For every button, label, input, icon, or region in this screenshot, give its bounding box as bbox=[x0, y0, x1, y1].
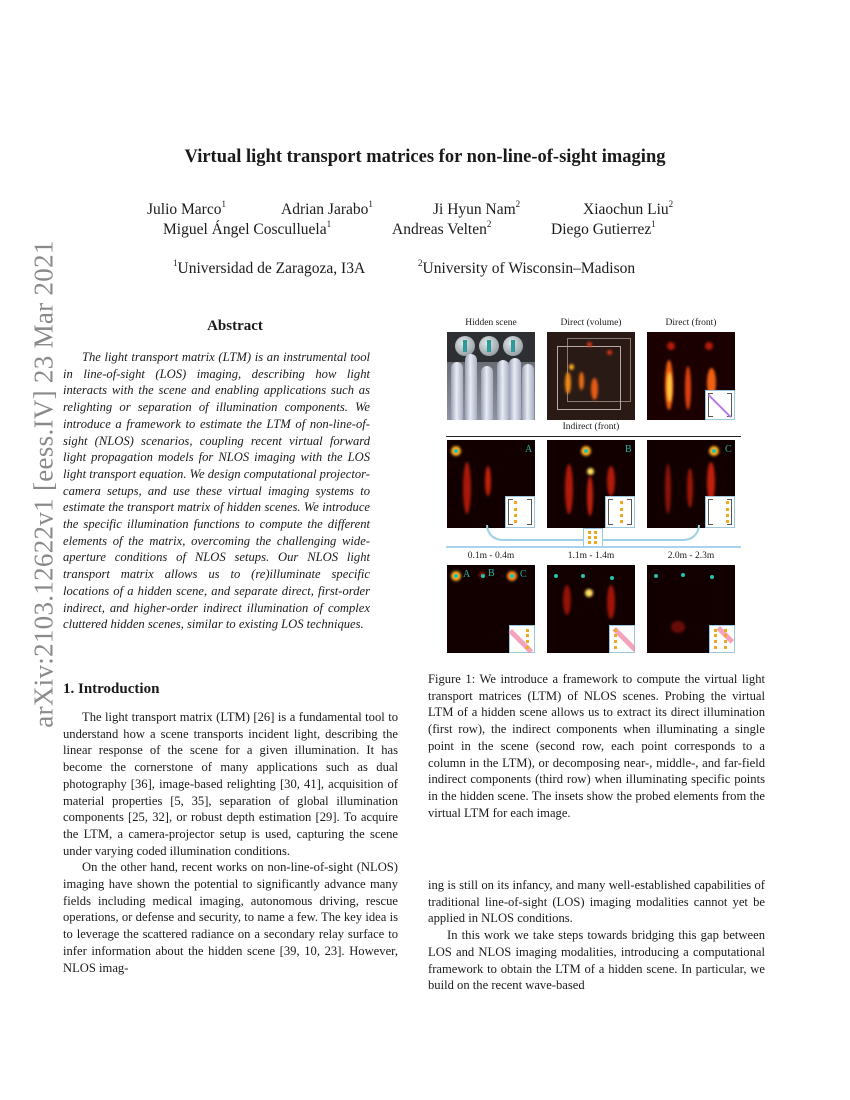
section-heading-introduction: 1. Introduction bbox=[63, 681, 160, 697]
combined-ltm-inset bbox=[583, 528, 603, 548]
direct-front-render bbox=[647, 332, 735, 420]
row-divider bbox=[446, 436, 741, 437]
author: Andreas Velten$^2$ bbox=[392, 219, 492, 238]
abstract-heading: Abstract bbox=[207, 318, 263, 334]
row-heading-indirect: Indirect (front) bbox=[562, 422, 620, 432]
panel-label: Direct (front) bbox=[665, 318, 717, 328]
far-field-panel bbox=[647, 565, 735, 653]
indirect-panel-b: B bbox=[547, 440, 635, 528]
depth-range-label: 1.1m - 1.4m bbox=[567, 551, 615, 561]
paper-title: Virtual light transport matrices for non-line-of-sight imaging bbox=[184, 147, 666, 167]
panel-label: Direct (volume) bbox=[560, 318, 622, 328]
author: Ji Hyun Nam$^2$ bbox=[433, 199, 521, 218]
ltm-inset bbox=[505, 496, 535, 528]
paragraph: The light transport matrix (LTM) [26] is a fundamental tool to understand how a scene transports incident light, describing the linear response of the scene for a given illumination. It has become the cornerstone of many applications such as dual photography [36], image-based relighting [30, 41], acquisition of material properties [5, 35], separation of global illumination components [25, 32], or robust depth estimation [29]. To acquire the LTM, a camera-projector setup is used, capturing the scene under varying coded illumination conditions. bbox=[63, 710, 398, 858]
ltm-inset bbox=[705, 390, 735, 420]
middle-field-panel bbox=[547, 565, 635, 653]
depth-range-label: 0.1m - 0.4m bbox=[467, 551, 515, 561]
figure-1-caption: Figure 1: We introduce a framework to compute the virtual light transport matrices (LTM) of NLOS scenes. Probing the virtual LTM of a hidden scene allows us to extract its direct illumination (first row), the indirect components when illuminating a single point in the scene (second row, each point corresponds to a column in the LTM), or decomposing near-, middle-, and far-field indirect components (third row) when illuminating specific points in the hidden scene. The insets show the probed elements from the virtual LTM for each image. bbox=[428, 672, 765, 820]
author: Adrian Jarabo$^1$ bbox=[281, 199, 373, 218]
depth-range-label: 2.0m - 2.3m bbox=[667, 551, 715, 561]
direct-volume-render bbox=[547, 332, 635, 420]
author: Xiaochun Liu$^2$ bbox=[583, 199, 674, 218]
affiliation: $^1$Universidad de Zaragoza, I3A bbox=[173, 258, 366, 277]
paragraph: On the other hand, recent works on non-line-of-sight (NLOS) imaging have shown the potential to significantly advance many fields including medical imaging, autonomous driving, rescue operations, or defense and security, to name a few. The key idea is to leverage the scattered radiance on a secondary relay surface to infer information about the hidden scene [39, 10, 23]. However, NLOS imag- bbox=[63, 860, 398, 975]
author: Diego Gutierrez$^1$ bbox=[551, 219, 656, 238]
affiliation: $^2$University of Wisconsin–Madison bbox=[418, 258, 636, 277]
ltm-inset bbox=[609, 625, 635, 653]
paragraph: ing is still on its infancy, and many well-established capabilities of traditional line-of-sight (LOS) imaging modalities cannot yet be applied in NLOS conditions. bbox=[428, 878, 765, 926]
ltm-inset bbox=[709, 625, 735, 653]
introduction-left-column bbox=[63, 709, 398, 976]
ltm-inset bbox=[605, 496, 635, 528]
paragraph: In this work we take steps towards bridging this gap between LOS and NLOS imaging modalities, introducing a computational framework to obtain the LTM of a hidden scene. In particular, we build on the recent wave-based bbox=[428, 928, 765, 993]
ltm-inset bbox=[705, 496, 735, 528]
panel-label: Hidden scene bbox=[465, 318, 517, 328]
near-field-panel: A B C bbox=[447, 565, 535, 653]
indirect-panel-a: A bbox=[447, 440, 535, 528]
author: Julio Marco$^1$ bbox=[147, 199, 226, 218]
hidden-scene-render bbox=[447, 332, 535, 420]
indirect-panel-c: C bbox=[647, 440, 735, 528]
figure-1 bbox=[446, 315, 741, 660]
author: Miguel Ángel Cosculluela$^1$ bbox=[163, 219, 332, 238]
introduction-right-column bbox=[428, 877, 765, 994]
ltm-inset bbox=[509, 625, 535, 653]
arxiv-id-text: arXiv:2103.12622v1 [eess.IV] 23 Mar 2021 bbox=[28, 240, 59, 728]
abstract-text: The light transport matrix (LTM) is an instrumental tool in line-of-sight (LOS) imaging, describing how light interacts with the scene and enabling applications such as relighting or separation of illumination components. We introduce a framework to estimate the LTM of non-line-of-sight (NLOS) scenarios, coupling recent virtual forward light propagation models for NLOS imaging with the LOS light transport equation. We design computational projector-camera setups, and use these virtual imaging systems to estimate the transport matrix of hidden scenes. We introduce the specific illumination functions to compute the different elements of the matrix, overcoming the challenging wide-aperture conditions of NLOS setups. Our NLOS light transport matrix allows us to (re)illuminate specific locations of a hidden scene, and separate direct, first-order indirect, and higher-order indirect illumination of complex cluttered hidden scenes, similar to existing LOS techniques. bbox=[63, 350, 370, 632]
row-divider bbox=[446, 546, 741, 548]
